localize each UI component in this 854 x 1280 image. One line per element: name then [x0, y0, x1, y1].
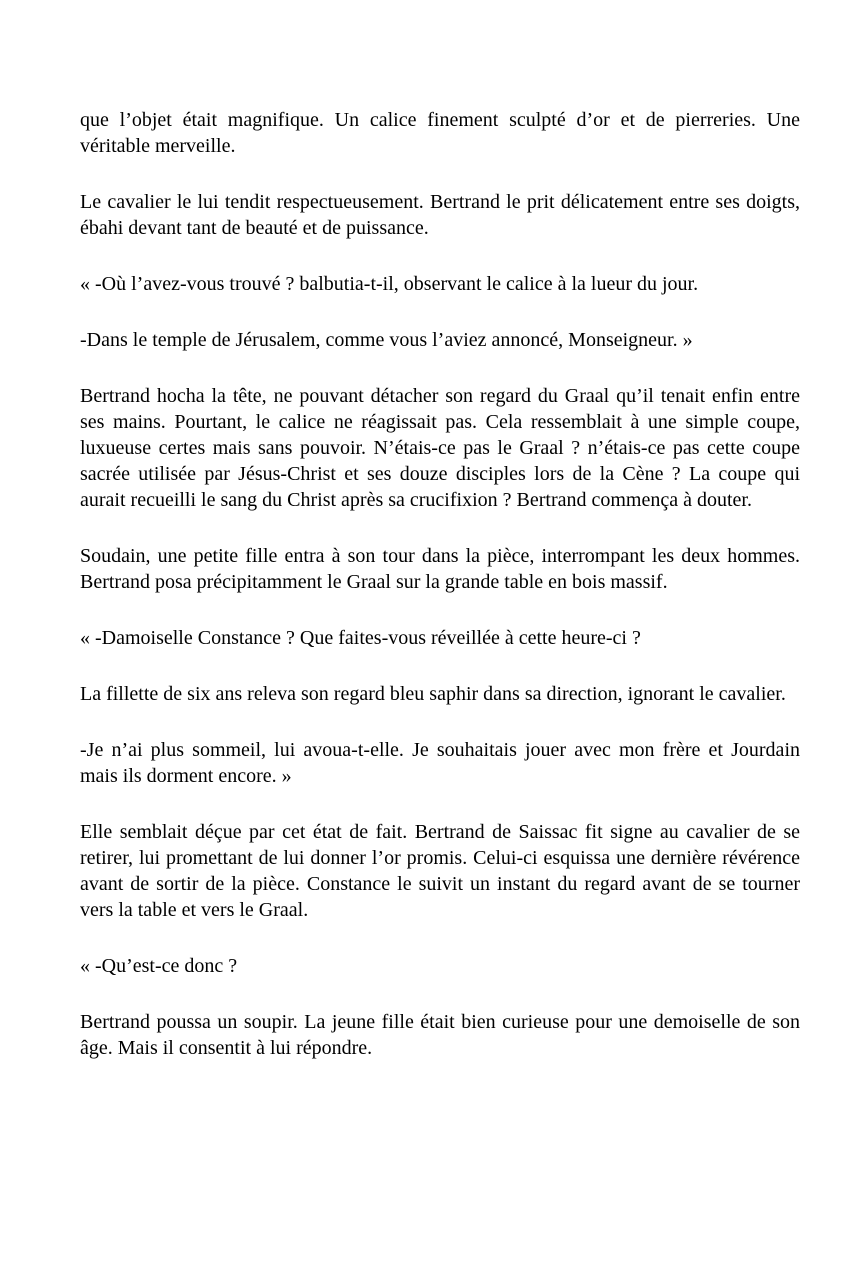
- paragraph-11: « -Qu’est-ce donc ?: [80, 955, 238, 977]
- paragraph-3: « -Où l’avez-vous trouvé ? balbutia-t-il, observant le calice à la lueur du jour.: [80, 273, 699, 295]
- paragraph-7: « -Damoiselle Constance ? Que faites-vous réveillée à cette heure-ci ?: [80, 627, 641, 649]
- paragraph-6: Soudain, une petite fille entra à son tour dans la pièce, interrompant les deux hommes. Bertrand posa précipitamment le Graal sur la grande table en bois massif.: [80, 545, 800, 593]
- paragraph-12: Bertrand poussa un soupir. La jeune fille était bien curieuse pour une demoiselle de son âge. Mais il consentit à lui répondre.: [80, 1011, 800, 1059]
- paragraph-1: que l’objet était magnifique. Un calice finement sculpté d’or et de pierreries. Une véritable merveille.: [80, 109, 800, 157]
- paragraph-2: Le cavalier le lui tendit respectueusement. Bertrand le prit délicatement entre ses doigts, ébahi devant tant de beauté et de puissance.: [80, 191, 800, 239]
- paragraph-8: La fillette de six ans releva son regard bleu saphir dans sa direction, ignorant le cavalier.: [80, 683, 786, 705]
- paragraph-5: Bertrand hocha la tête, ne pouvant détacher son regard du Graal qu’il tenait enfin entre ses mains. Pourtant, le calice ne réagissait pas. Cela ressemblait à une simple coupe, luxueuse certes mais sans pouvoir. N’étais-ce pas le Graal ? n’étais-ce pas cette coupe sacrée utilisée par Jésus-Christ et ses douze disciples lors de la Cène ? La coupe qui aurait recueilli le sang du Christ après sa crucifixion ? Bertrand commença à douter.: [80, 385, 800, 511]
- paragraph-9: -Je n’ai plus sommeil, lui avoua-t-elle. Je souhaitais jouer avec mon frère et Jourdain mais ils dorment encore. »: [80, 739, 800, 787]
- paragraph-10: Elle semblait déçue par cet état de fait. Bertrand de Saissac fit signe au cavalier de se retirer, lui promettant de lui donner l’or promis. Celui-ci esquissa une dernière révérence avant de sortir de la pièce. Constance le suivit un instant du regard avant de se tourner vers la table et vers le Graal.: [80, 821, 800, 921]
- paragraph-4: -Dans le temple de Jérusalem, comme vous l’aviez annoncé, Monseigneur. »: [80, 329, 693, 351]
- document-page: [80, 107, 800, 1091]
